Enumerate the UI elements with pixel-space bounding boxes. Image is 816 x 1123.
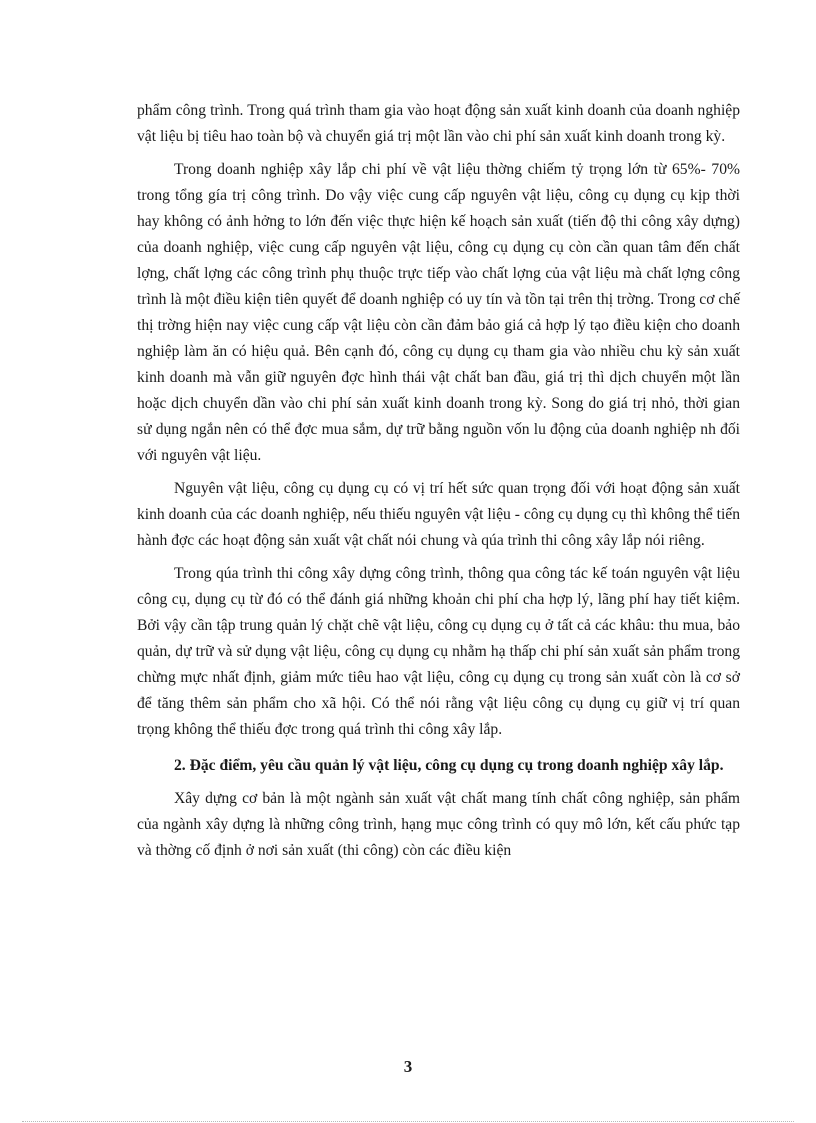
paragraph-accounting-role: Trong qúa trình thi công xây dựng công trình, thông qua công tác kế toán nguyên vật liệu công cụ, dụng cụ từ đó có thể đánh giá những khoản chi phí cha hợp lý, lãng phí hay tiết kiệm. Bởi vậy cần tập trung quản lý chặt chẽ vật liệu, công cụ dụng cụ ở tất cả các khâu: thu mua, bảo quản, dự trữ và sử dụng vật liệu, công cụ dụng cụ nhằm hạ thấp chi phí sản xuất sản phẩm trong chừng mực nhất định, giảm mức tiêu hao vật liệu, công cụ dụng cụ trong sản xuất còn là cơ sở để tăng thêm sản phẩm cho xã hội. Có thể nói rằng vật liệu công cụ dụng cụ giữ vị trí quan trọng không thể thiếu đợc trong quá trình thi công xây lắp. <box>137 565 740 738</box>
page-bottom-border <box>22 1121 794 1122</box>
section-heading: 2. Đặc điểm, yêu cầu quản lý vật liệu, công cụ dụng cụ trong doanh nghiệp xây lắp. <box>174 757 724 774</box>
paragraph-material-cost: Trong doanh nghiệp xây lắp chi phí về vật liệu thờng chiếm tỷ trọng lớn từ 65%- 70% trong tổng gía trị công trình. Do vậy việc cung cấp nguyên vật liệu, công cụ dụng cụ kịp thời hay không có ảnh hởng to lớn đến việc thực hiện kế hoạch sản xuất (tiến độ thi công xây dựng) của doanh nghiệp, việc cung cấp nguyên vật liệu, công cụ dụng cụ còn cần quan tâm đến chất lợng, chất lợng các công trình phụ thuộc trực tiếp vào chất lợng của vật liệu mà chất lợng công trình là một điều kiện tiên quyết để doanh nghiệp có uy tín và tồn tại trên thị trờng. Trong cơ chế thị trờng hiện nay việc cung cấp vật liệu còn cần đảm bảo giá cả hợp lý tạo điều kiện cho doanh nghiệp làm ăn có hiệu quả. Bên cạnh đó, công cụ dụng cụ tham gia vào nhiều chu kỳ sản xuất kinh doanh mà vẫn giữ nguyên đợc hình thái vật chất ban đầu, giá trị thì dịch chuyển một lần hoặc dịch chuyển dần vào chi phí sản xuất kinh doanh trong kỳ. Song do giá trị nhỏ, thời gian sử dụng ngắn nên có thể đợc mua sắm, dự trữ bằng nguồn vốn lu động của doanh nghiệp nh đối với nguyên vật liệu. <box>137 161 740 464</box>
paragraph-construction-characteristics: Xây dựng cơ bản là một ngành sản xuất vật chất mang tính chất công nghiệp, sản phẩm của ngành xây dựng là những công trình, hạng mục công trình có quy mô lớn, kết cấu phức tạp và thờng cố định ở nơi sản xuất (thi công) còn các điều kiện <box>137 790 740 859</box>
paragraph-continuation: phẩm công trình. Trong quá trình tham gia vào hoạt động sản xuất kinh doanh của doanh nghiệp vật liệu bị tiêu hao toàn bộ và chuyển giá trị một lần vào chi phí sản xuất kinh doanh trong kỳ. <box>137 102 740 145</box>
paragraph-material-importance: Nguyên vật liệu, công cụ dụng cụ có vị trí hết sức quan trọng đối với hoạt động sản xuất kinh doanh của các doanh nghiệp, nếu thiếu nguyên vật liệu - công cụ dụng cụ thì không thể tiến hành đợc các hoạt động sản xuất vật chất nói chung và qúa trình thi công xây lắp nói riêng. <box>137 480 740 549</box>
body-text <box>137 98 740 871</box>
page-number: 3 <box>403 1057 413 1076</box>
